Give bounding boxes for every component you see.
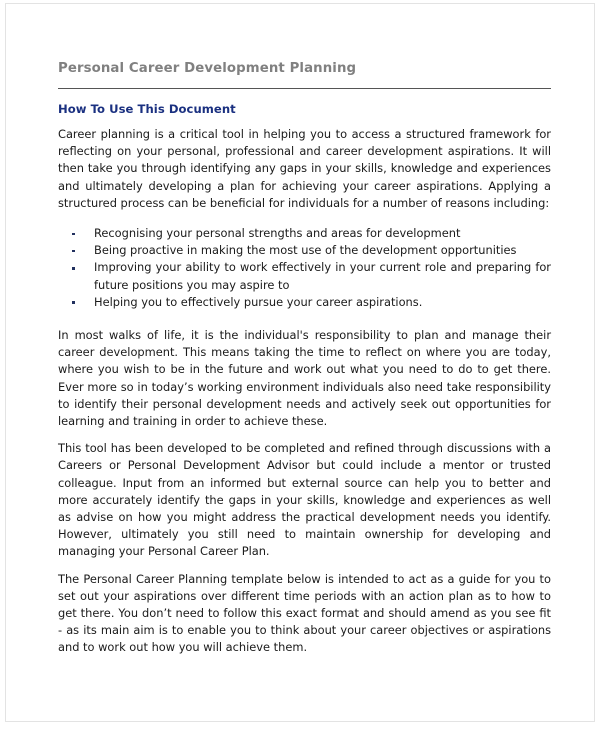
list-item: Improving your ability to work effectively in your current role and preparing for future positions you may aspire to (58, 259, 551, 293)
title-divider (58, 88, 551, 89)
paragraph-template: The Personal Career Planning template below is intended to act as a guide for you to set out your aspirations over different time periods with an action plan as to how to get there. You don’t need to follow this exact format and should amend as you see fit - as its main aim is to enable you to think about your career objectives or aspirations and to work out how you will achieve them. (58, 571, 551, 655)
list-spacer (53, 311, 546, 317)
document-content (53, 60, 551, 657)
paragraph-responsibility: In most walks of life, it is the individual's responsibility to plan and manage their career development. This means taking the time to reflect on where you are today, where you wish to be in the future and work out what you need to do to get there. Ever more so in today’s working environment individuals also need take responsibility to identify their personal development needs and actively seek out opportunities for learning and training in order to achieve these. (58, 328, 551, 429)
list-item: Being proactive in making the most use of the development opportunities (58, 242, 551, 259)
section-heading-how-to-use: How To Use This Document (58, 102, 236, 116)
list-item: Recognising your personal strengths and areas for development (58, 225, 551, 242)
paragraph-tool: This tool has been developed to be completed and refined through discussions with a Careers or Personal Development Advisor but could include a mentor or trusted colleague. Input from an informed but external source can help you to better and more accurately identify the gaps in your skills, knowledge and experiences as well as advise on how you might address the practical development needs you identify. However, ultimately you still need to maintain ownership for developing and managing your Personal Career Plan. (58, 441, 551, 559)
document-title: Personal Career Development Planning (58, 61, 357, 76)
document-page (5, 3, 595, 722)
list-item: Helping you to effectively pursue your career aspirations. (58, 294, 551, 311)
paragraph-intro: Career planning is a critical tool in helping you to access a structured framework for reflecting on your personal, professional and career development aspirations. It will then take you through identifying any gaps in your skills, knowledge and experiences and ultimately developing a plan for achieving your career aspirations. Applying a structured process can be beneficial for individuals for a number of reasons including: (58, 127, 551, 210)
benefits-list (53, 225, 551, 311)
